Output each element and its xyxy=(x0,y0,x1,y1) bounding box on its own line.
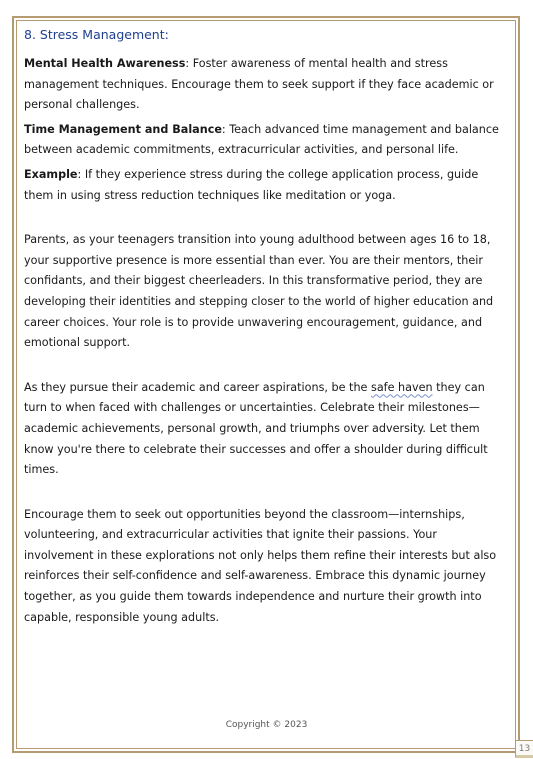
spacer xyxy=(24,358,502,378)
body-paragraph-2-end: they can turn to when faced with challenges or uncertainties. Celebrate their milestones—academic achievements, personal growth, and triumphs over adversity. Let them know you're there to celebrate their successes and offer a shoulder during difficult times. xyxy=(24,380,488,477)
page-content xyxy=(24,26,502,632)
time-management-paragraph xyxy=(24,120,502,161)
time-management-text: : Teach advanced time management and balance between academic commitments, extracurricular activities, and personal life. xyxy=(24,122,499,157)
mental-health-text: : Foster awareness of mental health and stress management techniques. Encourage them to seek support if they face academic or personal challenges. xyxy=(24,57,494,112)
spellcheck-marked-phrase[interactable]: safe haven xyxy=(370,380,433,394)
spacer xyxy=(24,485,502,505)
example-paragraph xyxy=(24,165,502,206)
body-paragraph-1: Parents, as your teenagers transition into young adulthood between ages 16 to 18, your supportive presence is more essential than ever. You are their mentors, their confidants, and their biggest cheerleaders. In this transformative period, they are developing their identities and stepping closer to the world of higher education and career choices. Your role is to provide unwavering encouragement, guidance, and emotional support. xyxy=(24,233,494,350)
example-text: : If they experience stress during the college application process, guide them in using stress reduction techniques like meditation or yoga. xyxy=(24,167,479,202)
example-label: Example xyxy=(24,167,78,181)
copyright-footer: Copyright © 2023 xyxy=(225,720,308,730)
spacer xyxy=(24,210,502,230)
time-management-label: Time Management and Balance xyxy=(24,122,222,136)
section-heading: 8. Stress Management: xyxy=(24,27,169,42)
mental-health-label: Mental Health Awareness xyxy=(24,57,186,70)
body-paragraph-2 xyxy=(24,378,502,481)
body-paragraph-3: Encourage them to seek out opportunities beyond the classroom—internships, volunteering, and extracurricular activities that ignite their passions. Your involvement in these explorations not only helps them refine their interests but also reinforces their self-confidence and self-awareness. Embrace this dynamic journey together, as you guide them towards independence and nurture their growth into capable, responsible young adults. xyxy=(24,507,497,624)
page-number: 13 xyxy=(515,740,533,758)
mental-health-paragraph xyxy=(24,54,502,116)
body-paragraph-2-start: As they pursue their academic and career aspirations, be the xyxy=(24,380,371,394)
